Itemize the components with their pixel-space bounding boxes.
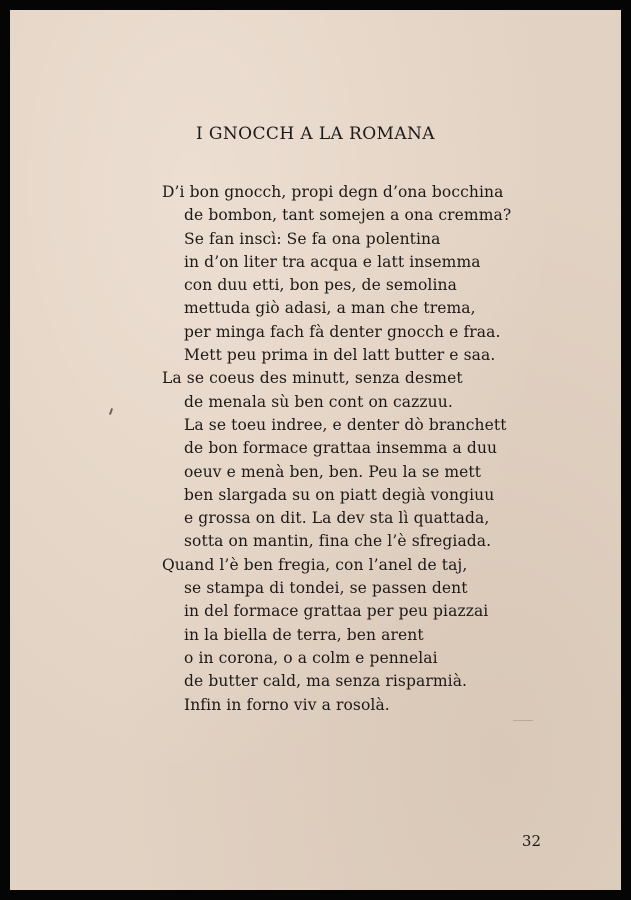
poem-title: I GNOCCH A LA ROMANA: [196, 124, 435, 144]
poem-line: de bon formace grattaa insemma a duu: [184, 439, 498, 458]
scan-speck: [513, 720, 533, 721]
poem-line: sotta on mantin, fina che l’è sfregiada.: [184, 532, 492, 551]
poem-line: de butter cald, ma senza risparmià.: [184, 672, 468, 691]
scan-speck: [109, 408, 113, 415]
poem-line: de menala sù ben cont on cazzuu.: [184, 392, 453, 411]
poem-line: D’i bon gnocch, propi degn d’ona bocchina: [162, 183, 504, 201]
poem-line: o in corona, o a colm e pennelai: [184, 648, 438, 667]
poem-line: Se fan inscì: Se fa ona polentina: [184, 229, 441, 248]
poem-line: per minga fach fà denter gnocch e fraa.: [184, 322, 501, 341]
poem-line: ben slargada su on piatt degià vongiuu: [184, 485, 495, 504]
poem-line: e grossa on dit. La dev sta lì quattada,: [184, 509, 490, 528]
poem-line: de bombon, tant somejen a ona cremma?: [184, 206, 512, 225]
poem-body: [162, 181, 511, 717]
poem-line: con duu etti, bon pes, de semolina: [184, 276, 457, 295]
poem-line: La se toeu indree, e denter dò branchett: [184, 415, 507, 434]
poem-line: se stampa di tondei, se passen dent: [184, 579, 468, 598]
poem-line: in d’on liter tra acqua e latt insemma: [184, 252, 481, 271]
poem-line: Quand l’è ben fregia, con l’anel de taj,: [162, 555, 468, 574]
book-page: [10, 10, 621, 890]
poem-line: mettuda giò adasi, a man che trema,: [184, 299, 476, 318]
poem-line: Mett peu prima in del latt butter e saa.: [184, 346, 496, 365]
page-number: 32: [521, 832, 541, 850]
poem-line: in la biella de terra, ben arent: [184, 625, 424, 644]
poem-line: oeuv e menà ben, ben. Peu la se mett: [184, 462, 482, 481]
poem-line: Infin in forno viv a rosolà.: [184, 695, 390, 714]
poem-line: La se coeus des minutt, senza desmet: [162, 369, 463, 388]
poem-line: in del formace grattaa per peu piazzai: [184, 602, 489, 621]
